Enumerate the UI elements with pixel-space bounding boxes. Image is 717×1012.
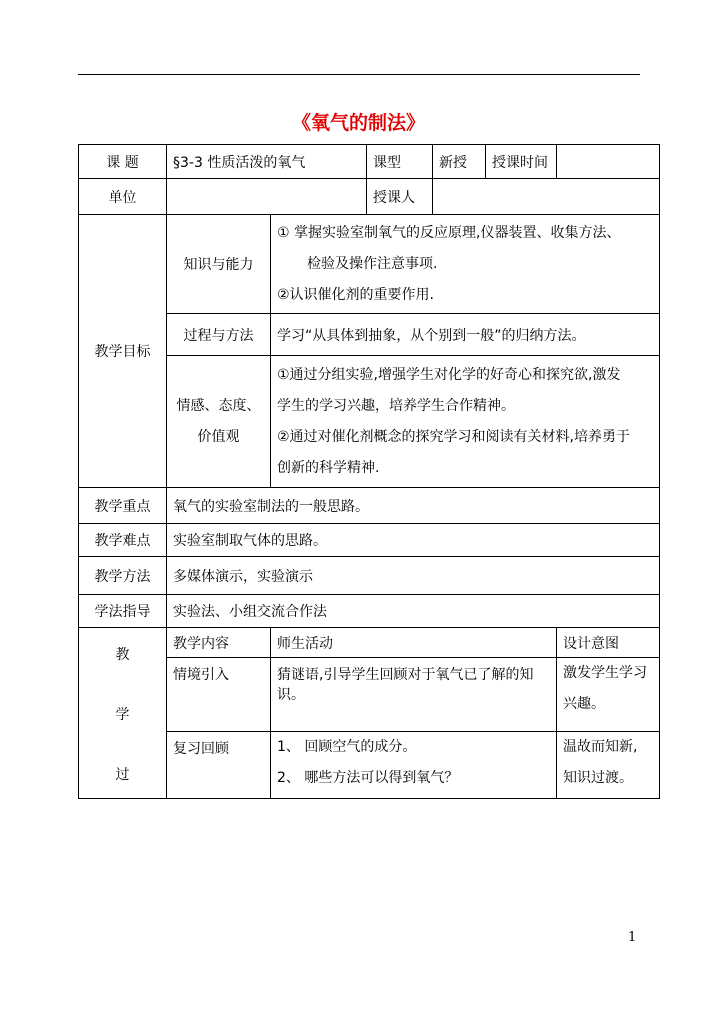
process-activity bbox=[271, 658, 557, 732]
knowledge-line-3: ②认识催化剂的重要作用. bbox=[277, 286, 435, 303]
emotion-label bbox=[167, 356, 271, 488]
goals-label: 教学目标 bbox=[79, 215, 167, 488]
emotion-cell bbox=[271, 356, 660, 488]
process-intent-line-2: 知识过渡。 bbox=[563, 770, 634, 786]
type-value: 新授 bbox=[433, 145, 486, 179]
process-label-char-3: 过 bbox=[115, 767, 130, 783]
knowledge-label: 知识与能力 bbox=[167, 215, 271, 314]
guidance-label: 学法指导 bbox=[79, 595, 167, 628]
key-point-label: 教学重点 bbox=[79, 488, 167, 524]
teacher-label: 授课人 bbox=[367, 179, 433, 215]
lesson-plan-table bbox=[78, 144, 660, 799]
process-row-review bbox=[79, 732, 660, 799]
process-method-text: 学习“从具体到抽象，从个别到一般”的归纳方法。 bbox=[271, 314, 660, 356]
difficulty-value: 实验室制取气体的思路。 bbox=[167, 524, 660, 557]
topic-label: 课 题 bbox=[79, 145, 167, 179]
process-label-char-1: 教 bbox=[115, 647, 130, 663]
process-row-intro bbox=[79, 658, 660, 732]
header-content: 教学内容 bbox=[167, 628, 271, 658]
method-value: 多媒体演示，实验演示 bbox=[167, 557, 660, 595]
process-method-label: 过程与方法 bbox=[167, 314, 271, 356]
knowledge-line-1: ① 掌握实验室制氧气的反应原理,仪器装置、收集方法、 bbox=[277, 224, 621, 241]
emotion-line-2: 学生的学习兴趣，培养学生合作精神。 bbox=[277, 397, 515, 414]
guidance-row bbox=[79, 595, 660, 628]
process-activity-line-1: 猜谜语,引导学生回顾对于氧气已了解的知识。 bbox=[277, 667, 534, 703]
teacher-value bbox=[433, 179, 660, 215]
process-intent bbox=[557, 658, 660, 732]
guidance-value: 实验法、小组交流合作法 bbox=[167, 595, 660, 628]
header-rule bbox=[78, 74, 640, 75]
process-intent-line-2: 兴趣。 bbox=[563, 696, 606, 712]
unit-row bbox=[79, 179, 660, 215]
method-row bbox=[79, 557, 660, 595]
process-header-row bbox=[79, 628, 660, 658]
process-intent-line-1: 激发学生学习 bbox=[563, 665, 648, 681]
goals-emotion-row bbox=[79, 356, 660, 488]
emotion-line-3: ②通过对催化剂概念的探究学习和阅读有关材料,培养勇于 bbox=[277, 428, 630, 445]
method-label: 教学方法 bbox=[79, 557, 167, 595]
process-content: 情境引入 bbox=[167, 658, 271, 732]
emotion-label-line-1: 情感、态度、 bbox=[176, 397, 261, 414]
unit-value bbox=[167, 179, 367, 215]
topic-row bbox=[79, 145, 660, 179]
header-activity: 师生活动 bbox=[271, 628, 557, 658]
topic-value: §3-3 性质活泼的氧气 bbox=[167, 145, 367, 179]
difficulty-label: 教学难点 bbox=[79, 524, 167, 557]
process-label-char-2: 学 bbox=[115, 707, 130, 723]
process-activity bbox=[271, 732, 557, 799]
process-intent bbox=[557, 732, 660, 799]
unit-label: 单位 bbox=[79, 179, 167, 215]
process-activity-line-2: 2、 哪些方法可以得到氧气？ bbox=[277, 770, 459, 786]
emotion-label-line-2: 价值观 bbox=[197, 428, 240, 445]
difficulty-row bbox=[79, 524, 660, 557]
type-label: 课型 bbox=[367, 145, 433, 179]
time-label: 授课时间 bbox=[486, 145, 557, 179]
time-value bbox=[557, 145, 660, 179]
document-title: 《氧气的制法》 bbox=[291, 112, 425, 134]
header-intent: 设计意图 bbox=[557, 628, 660, 658]
process-activity-line-1: 1、 回顾空气的成分。 bbox=[277, 739, 417, 755]
process-content: 复习回顾 bbox=[167, 732, 271, 799]
emotion-line-4: 创新的科学精神. bbox=[277, 459, 380, 476]
goals-process-row bbox=[79, 314, 660, 356]
emotion-line-1: ①通过分组实验,增强学生对化学的好奇心和探究欲,激发 bbox=[277, 366, 621, 383]
key-point-row bbox=[79, 488, 660, 524]
knowledge-line-2: 检验及操作注意事项. bbox=[307, 255, 438, 272]
knowledge-cell bbox=[271, 215, 660, 314]
goals-knowledge-row bbox=[79, 215, 660, 314]
page-number: 1 bbox=[628, 930, 637, 945]
key-point-value: 氧气的实验室制法的一般思路。 bbox=[167, 488, 660, 524]
process-label bbox=[79, 628, 167, 799]
process-intent-line-1: 温故而知新, bbox=[563, 739, 638, 755]
